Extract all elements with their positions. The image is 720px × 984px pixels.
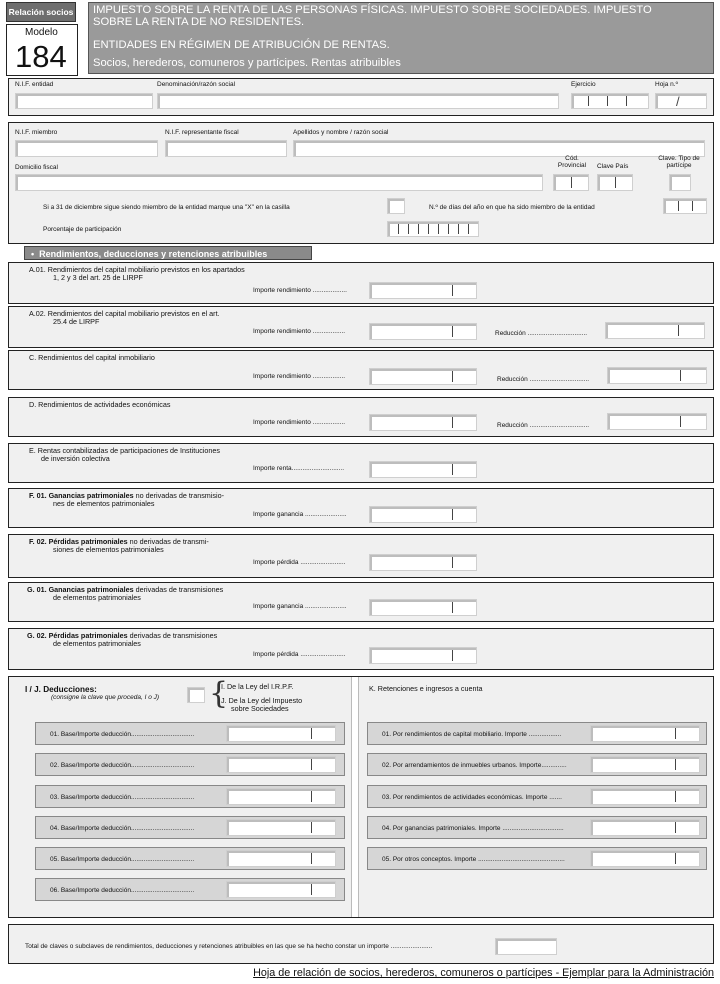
- deduction-row-label: 01. Base/Importe deducción...................................: [50, 731, 195, 738]
- fiscal-address-label: Domicilio fiscal: [15, 164, 58, 171]
- retention-row-label: 04. Por ganancias patrimoniales. Importe ..................................: [382, 825, 564, 832]
- retention-row: [367, 753, 707, 776]
- c-reduction-field[interactable]: [607, 367, 707, 384]
- a02-amount-label: Importe rendimiento ..................: [253, 328, 346, 335]
- e-amount-field[interactable]: [369, 461, 477, 478]
- g01-subtitle: de elementos patrimoniales: [53, 593, 141, 602]
- surname-name-field[interactable]: [293, 140, 705, 157]
- retention-row-field[interactable]: [590, 850, 700, 867]
- d-reduction-label: Reducción .................................: [497, 422, 590, 429]
- nif-entity-field[interactable]: [15, 93, 153, 109]
- a01-amount-label: Importe rendimiento ...................: [253, 287, 347, 294]
- deduction-key-field[interactable]: [187, 687, 205, 703]
- denomination-label: Denominación/razón social: [157, 81, 236, 88]
- hoja-field[interactable]: /: [655, 93, 707, 109]
- bullet-icon: •: [31, 249, 40, 259]
- a01-subtitle: 1, 2 y 3 del art. 25 de LIRPF: [53, 273, 143, 282]
- deductions-retentions-section: [8, 676, 714, 918]
- deduction-row-label: 06. Base/Importe deducción...................................: [50, 887, 195, 894]
- f01-subtitle: nes de elementos patrimoniales: [53, 499, 155, 508]
- participation-percent-label: Porcentaje de participación: [43, 226, 122, 233]
- c-amount-label: Importe rendimiento ..................: [253, 373, 346, 380]
- still-member-label: Si a 31 de diciembre sigue siendo miembro de la entidad marque una "X" en la casilla: [43, 204, 290, 211]
- member-section: [8, 122, 714, 244]
- surname-name-label: Apellidos y nombre / razón social: [293, 129, 389, 136]
- section-c: [8, 350, 714, 390]
- nif-representative-field[interactable]: [165, 140, 287, 157]
- g02-title-bold: G. 02. Pérdidas patrimoniales: [27, 631, 128, 640]
- a02-amount-field[interactable]: [369, 323, 477, 340]
- f02-amount-label: Importe pérdida .........................: [253, 559, 346, 566]
- country-code-field[interactable]: [597, 174, 633, 191]
- total-field[interactable]: [495, 938, 557, 955]
- a02-title: A.02. Rendimientos del capital mobiliario previstos en el art.: [29, 309, 220, 318]
- deduction-option-j-cont: sobre Sociedades: [231, 704, 289, 713]
- deduction-row: [35, 878, 345, 901]
- a02-subtitle: 25.4 de LIRPF: [53, 317, 100, 326]
- retention-row: [367, 847, 707, 870]
- denomination-field[interactable]: [157, 93, 559, 109]
- d-reduction-field[interactable]: [607, 413, 707, 430]
- d-amount-label: Importe rendimiento ..................: [253, 419, 346, 426]
- deduction-row: [35, 753, 345, 776]
- retention-row-field[interactable]: [590, 725, 700, 742]
- deductions-subtitle: (consigne la clave que proceda, I o J): [51, 694, 160, 701]
- g02-amount-field[interactable]: [369, 647, 477, 664]
- g01-amount-label: Importe ganancia .......................: [253, 603, 347, 610]
- retention-row-field[interactable]: [590, 756, 700, 773]
- hoja-label: Hoja n.º: [655, 81, 678, 88]
- a01-title: A.01. Rendimientos del capital mobiliario previstos en los apartados: [29, 265, 245, 274]
- deduction-row-label: 02. Base/Importe deducción...................................: [50, 762, 195, 769]
- deduction-row-field[interactable]: [226, 725, 336, 742]
- income-title-bar: [24, 246, 312, 260]
- retention-row: [367, 785, 707, 808]
- deduction-row: [35, 785, 345, 808]
- nif-member-field[interactable]: [15, 140, 158, 157]
- ejercicio-label: Ejercicio: [571, 81, 596, 88]
- a01-amount-field[interactable]: [369, 282, 477, 299]
- section-a01: [8, 262, 714, 304]
- province-code-label: Cód. Provincial: [557, 155, 587, 170]
- deduction-row-label: 04. Base/Importe deducción...................................: [50, 825, 195, 832]
- country-code-label: Clave País: [597, 163, 629, 170]
- participant-type-field[interactable]: [669, 174, 691, 191]
- f01-amount-label: Importe ganancia .......................: [253, 511, 347, 518]
- deduction-row-field[interactable]: [226, 850, 336, 867]
- section-f02: [8, 534, 714, 578]
- e-subtitle: de inversión colectiva: [41, 454, 110, 463]
- header-line-3: ENTIDADES EN RÉGIMEN DE ATRIBUCIÓN DE RENTAS.: [93, 39, 390, 51]
- modelo-box: [6, 24, 78, 76]
- days-member-field[interactable]: [663, 198, 707, 214]
- section-g02: [8, 628, 714, 670]
- g01-amount-field[interactable]: [369, 599, 477, 616]
- nif-entity-label: N.I.F. entidad: [15, 81, 54, 88]
- g02-title-rest: derivadas de transmisiones: [127, 631, 218, 640]
- f01-amount-field[interactable]: [369, 506, 477, 523]
- brace-icon: {: [209, 676, 229, 711]
- deduction-row-label: 05. Base/Importe deducción...................................: [50, 856, 195, 863]
- retention-row-field[interactable]: [590, 788, 700, 805]
- fiscal-address-field[interactable]: [15, 174, 543, 191]
- deduction-row-field[interactable]: [226, 788, 336, 805]
- a02-reduction-field[interactable]: [605, 322, 705, 339]
- still-member-checkbox[interactable]: [387, 198, 405, 214]
- modelo-label: Modelo: [25, 27, 58, 38]
- total-label: Total de claves o subclaves de rendimientos, deducciones y retenciones atribuibles en las que se ha hecho constar un importe .......................: [25, 943, 433, 950]
- days-member-label: N.º de días del año en que ha sido miembro de la entidad: [429, 204, 595, 211]
- section-g01: [8, 582, 714, 622]
- f02-subtitle: siones de elementos patrimoniales: [53, 545, 164, 554]
- section-e: [8, 443, 714, 483]
- total-section: [8, 924, 714, 964]
- retention-row: [367, 816, 707, 839]
- deduction-row-label: 03. Base/Importe deducción...................................: [50, 794, 195, 801]
- section-f01: [8, 488, 714, 528]
- form-header: [88, 2, 714, 74]
- f02-title-bold: F. 02. Pérdidas patrimoniales: [29, 537, 128, 546]
- deduction-row: [35, 816, 345, 839]
- g01-title-rest: derivadas de transmisiones: [133, 585, 224, 594]
- column-divider: [351, 677, 359, 917]
- c-amount-field[interactable]: [369, 368, 477, 385]
- retention-row-label: 05. Por otros conceptos. Importe ................................................: [382, 856, 565, 863]
- modelo-number: 184: [15, 39, 67, 74]
- c-title: C. Rendimientos del capital inmobiliario: [29, 353, 155, 362]
- retention-row-label: 03. Por rendimientos de actividades económicas. Importe .......: [382, 794, 562, 801]
- g01-title-bold: G. 01. Ganancias patrimoniales: [27, 585, 134, 594]
- g02-subtitle: de elementos patrimoniales: [53, 639, 141, 648]
- form-tag: Relación socios: [6, 2, 76, 22]
- province-code-field[interactable]: [553, 174, 589, 191]
- retention-row-field[interactable]: [590, 819, 700, 836]
- deduction-row-field[interactable]: [226, 881, 336, 898]
- f01-title-rest: no derivadas de transmisio-: [133, 491, 224, 500]
- deduction-option-j: J. De la Ley del Impuesto: [221, 696, 303, 705]
- deduction-row-field[interactable]: [226, 756, 336, 773]
- nif-representative-label: N.I.F. representante fiscal: [165, 129, 239, 136]
- section-d: [8, 397, 714, 437]
- income-title: Rendimientos, deducciones y retenciones atribuibles: [39, 249, 268, 259]
- deduction-row: [35, 722, 345, 745]
- c-reduction-label: Reducción .................................: [497, 376, 590, 383]
- footer-caption: Hoja de relación de socios, herederos, comuneros o partícipes - Ejemplar para la Administración: [253, 967, 714, 979]
- participant-type-label: Clave. Tipo de partícipe: [658, 155, 700, 170]
- entity-section: [8, 78, 714, 116]
- e-amount-label: Importe renta.............................: [253, 465, 345, 472]
- deductions-title: I / J. Deducciones:: [25, 685, 97, 694]
- retention-row: [367, 722, 707, 745]
- a02-reduction-label: Reducción .................................: [495, 330, 588, 337]
- retention-row-label: 01. Por rendimientos de capital mobiliario. Importe ..................: [382, 731, 562, 738]
- participation-percent-field[interactable]: [387, 221, 479, 237]
- header-line-1: IMPUESTO SOBRE LA RENTA DE LAS PERSONAS FÍSICAS. IMPUESTO SOBRE SOCIEDADES. IMPUESTO: [93, 4, 652, 16]
- nif-member-label: N.I.F. miembro: [15, 129, 58, 136]
- f01-title-bold: F. 01. Ganancias patrimoniales: [29, 491, 134, 500]
- ejercicio-field[interactable]: [571, 93, 649, 109]
- d-amount-field[interactable]: [369, 414, 477, 431]
- retention-row-label: 02. Por arrendamientos de inmuebles urbanos. Importe..............: [382, 762, 567, 769]
- e-title: E. Rentas contabilizadas de participaciones de Instituciones: [29, 446, 220, 455]
- deduction-row-field[interactable]: [226, 819, 336, 836]
- deduction-row: [35, 847, 345, 870]
- retentions-title: K. Retenciones e ingresos a cuenta: [369, 684, 483, 693]
- f02-amount-field[interactable]: [369, 554, 477, 571]
- section-a02: [8, 306, 714, 348]
- g02-amount-label: Importe pérdida .........................: [253, 651, 346, 658]
- header-line-4: Socios, herederos, comuneros y partícipes. Rentas atribuibles: [93, 57, 401, 69]
- header-line-2: SOBRE LA RENTA DE NO RESIDENTES.: [93, 16, 305, 28]
- d-title: D. Rendimientos de actividades económicas: [29, 400, 171, 409]
- deduction-option-i: I. De la Ley del I.R.P.F.: [221, 682, 294, 691]
- f02-title-rest: no derivadas de transmi-: [127, 537, 209, 546]
